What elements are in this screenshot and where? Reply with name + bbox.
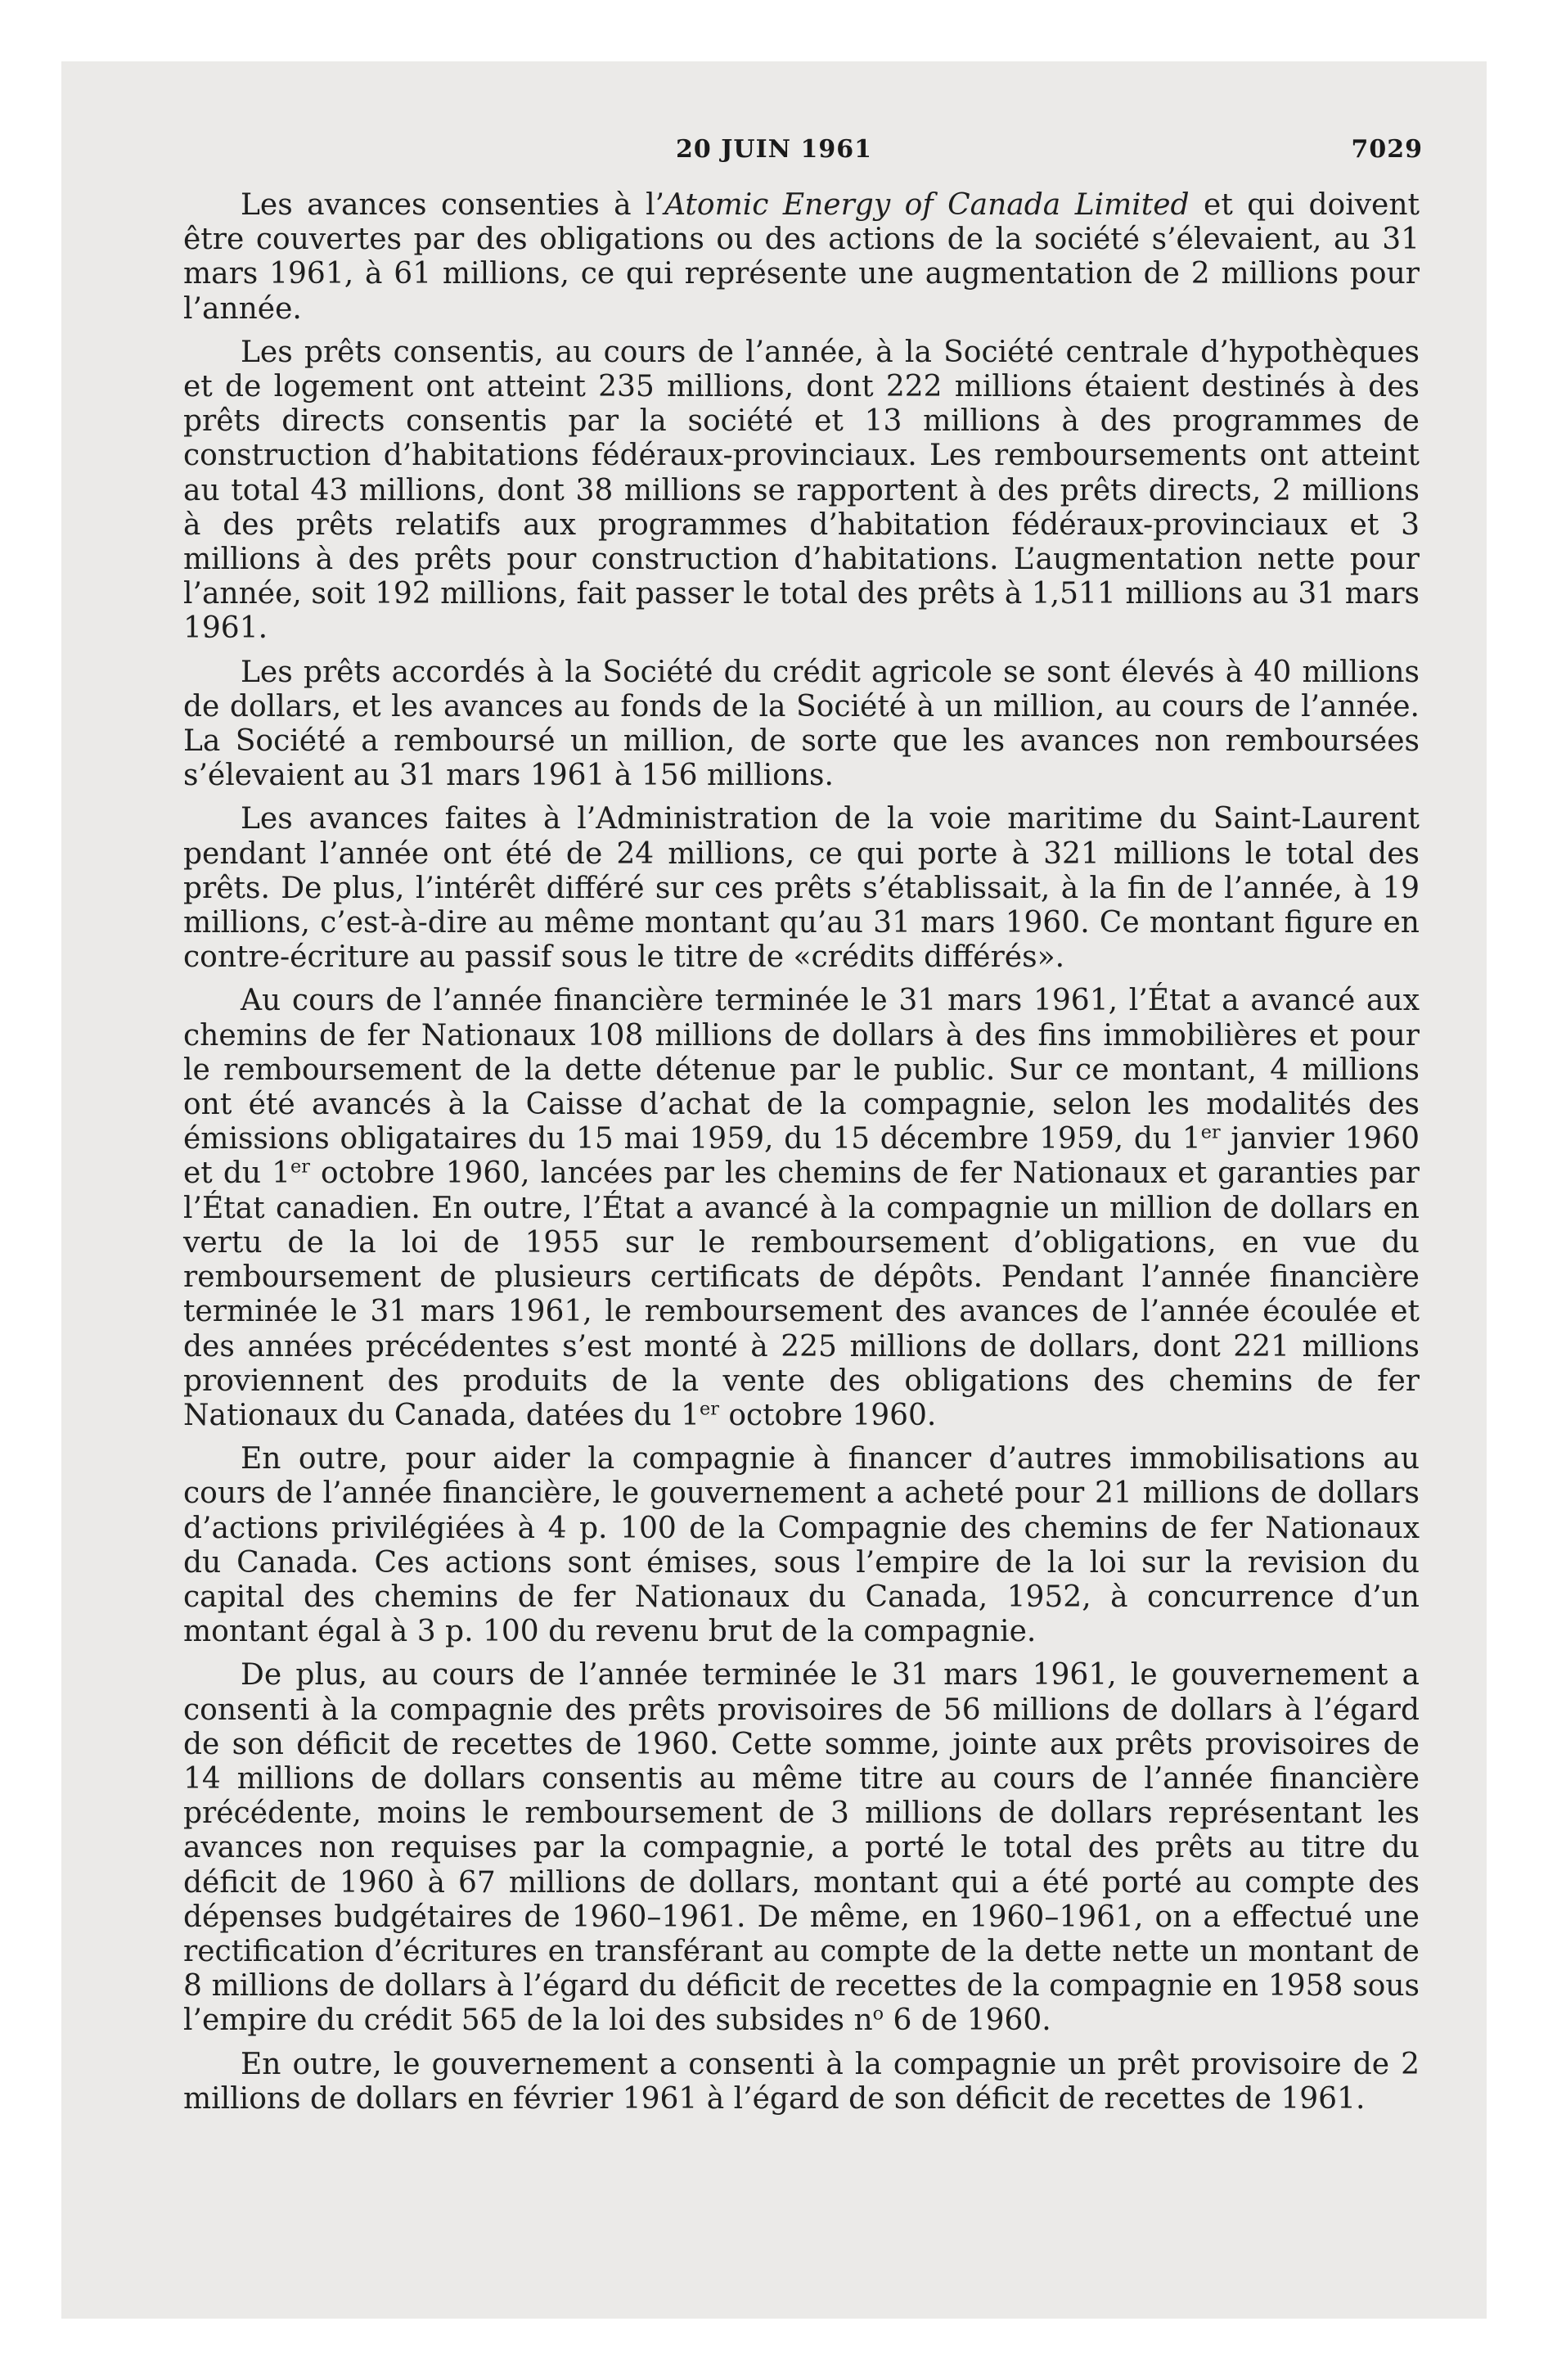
paragraph-1-italic: Atomic Energy of Canada Limited [664, 188, 1190, 222]
paragraph-3: Les prêts accordés à la Société du crédit agricole se sont élevés à 40 millions de dollars, et les avances au fonds de la Société à un million, au cours de l’année. La Société a remboursé un million, de sorte que les avances non remboursées s’élevaient au 31 mars 1961 à 156 millions. [183, 655, 1420, 793]
paragraph-6: En outre, pour aider la compagnie à financer d’autres immobilisations au cours de l’année financière, le gouvernement a acheté pour 21 millions de dollars d’actions privilégiées à 4 p. 100 de la Compagnie des chemins de fer Nationaux du Canada. Ces actions sont émises, sous l’empire de la loi sur la revision du capital des chemins de fer Nationaux du Canada, 1952, à concurrence d’un montant égal à 3 p. 100 du revenu brut de la compagnie. [183, 1442, 1420, 1649]
superscript-er: er [290, 1156, 310, 1179]
superscript-o: o [872, 2004, 884, 2026]
header-date: 20 JUIN 1961 [676, 135, 872, 164]
paragraph-7-text-b: 6 de 1960. [884, 2004, 1051, 2038]
paragraph-7-text-a: De plus, au cours de l’année terminée le 31 mars 1961, le gouvernement a consenti à la compagnie des prêts provisoires de 56 millions de dollars à l’égard de son déficit de recettes de 1960. Cette somme, jointe aux prêts provisoires de 14 millions de dollars consentis au même titre au cours de l’année financière précédente, moins le remboursement de 3 millions de dollars représentant les avances non requises par la compagnie, a porté le total des prêts au titre du déficit de 1960 à 67 millions de dollars, montant qui a été porté au compte des dépenses budgétaires de 1960–1961. De même, en 1960–1961, on a effectué une rectification d’écritures en transférant au compte de la dette nette un montant de 8 millions de dollars à l’égard du déficit de recettes de la compagnie en 1958 sous l’empire du crédit 565 de la loi des subsides n [183, 1658, 1420, 2038]
page-number: 7029 [1351, 135, 1423, 164]
paragraph-5-text-d: octobre 1960. [718, 1398, 937, 1432]
paragraph-8: En outre, le gouvernement a consenti à la compagnie un prêt provisoire de 2 millions de dollars en février 1961 à l’égard de son déficit de recettes de 1961. [183, 2047, 1420, 2116]
paragraph-1-text: Les avances consenties à l’ [241, 188, 665, 222]
paragraph-5-text-c: octobre 1960, lancées par les chemins de fer Nationaux et garanties par l’État canadien. En outre, l’État a avancé à la compagnie un million de dollars en vertu de la loi de 1955 sur le remboursement d’obligations, en vue du remboursement de plusieurs certificats de dépôts. Pendant l’année financière terminée le 31 mars 1961, le remboursement des avances de l’année écoulée et des années précédentes s’est monté à 225 millions de dollars, dont 221 millions proviennent des produits de la vente des obligations des chemins de fer Nationaux du Canada, datées du 1 [183, 1156, 1420, 1432]
paragraph-5 [183, 984, 1420, 1433]
page-header [61, 135, 1487, 176]
superscript-er: er [1200, 1122, 1221, 1144]
body-text [183, 188, 1420, 2125]
paragraph-5-text-b: janvier 1960 et du 1 [183, 1122, 1420, 1191]
paragraph-2: Les prêts consentis, au cours de l’année, à la Société centrale d’hypothèques et de logement ont atteint 235 millions, dont 222 millions étaient destinés à des prêts directs consentis par la société et 13 millions à des programmes de construction d’habitations fédéraux-provinciaux. Les remboursements ont atteint au total 43 millions, dont 38 millions se rapportent à des prêts directs, 2 millions à des prêts relatifs aux programmes d’habitation fédéraux-provinciaux et 3 millions à des prêts pour construction d’habitations. L’augmentation nette pour l’année, soit 192 millions, fait passer le total des prêts à 1,511 millions au 31 mars 1961. [183, 335, 1420, 646]
paragraph-1-text-end: et qui doivent être couvertes par des obligations ou des actions de la société s’élevaient, au 31 mars 1961, à 61 millions, ce qui représente une augmentation de 2 millions pour l’année. [183, 188, 1420, 326]
paragraph-5-text-a: Au cours de l’année financière terminée le 31 mars 1961, l’État a avancé aux chemins de fer Nationaux 108 millions de dollars à des fins immobilières et pour le remboursement de la dette détenue par le public. Sur ce montant, 4 millions ont été avancés à la Caisse d’achat de la compagnie, selon les modalités des émissions obligataires du 15 mai 1959, du 15 décembre 1959, du 1 [183, 984, 1420, 1156]
superscript-er: er [700, 1398, 719, 1420]
paragraph-7 [183, 1658, 1420, 2038]
paragraph-1 [183, 188, 1420, 327]
paragraph-4: Les avances faites à l’Administration de la voie maritime du Saint-Laurent pendant l’année ont été de 24 millions, ce qui porte à 321 millions le total des prêts. De plus, l’intérêt différé sur ces prêts s’établissait, à la fin de l’année, à 19 millions, c’est-à-dire au même montant qu’au 31 mars 1960. Ce montant figure en contre-écriture au passif sous le titre de «crédits différés». [183, 802, 1420, 975]
document-page [61, 61, 1487, 2319]
